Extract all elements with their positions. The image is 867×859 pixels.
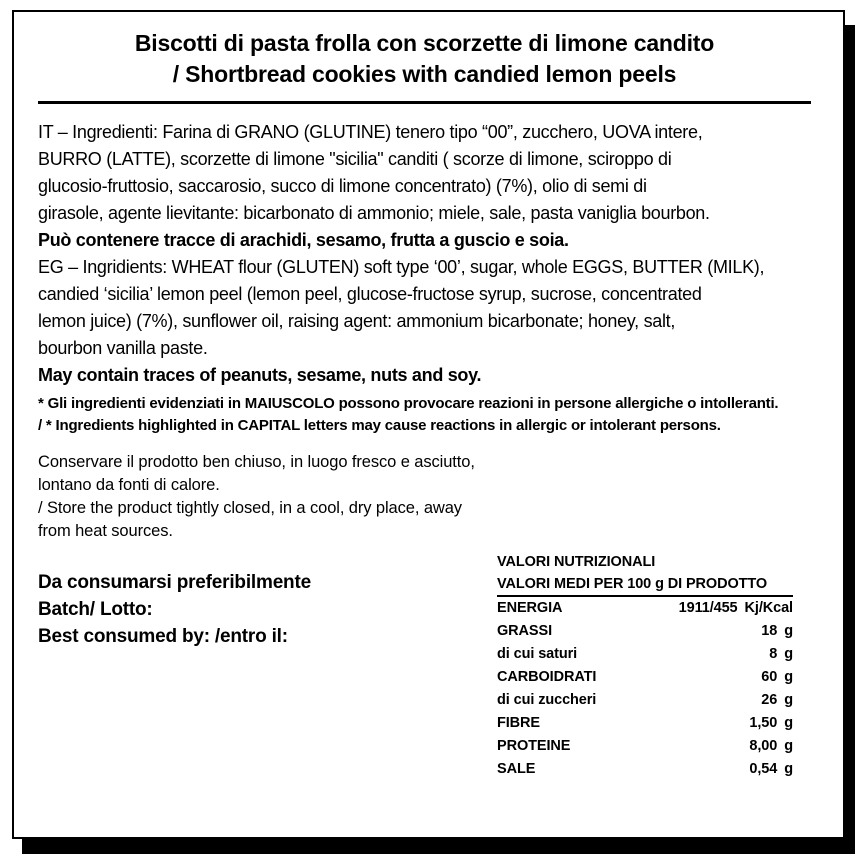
- storage-instructions: [38, 451, 811, 543]
- nutrition-table: [497, 551, 793, 781]
- nutrient-label: FIBRE: [497, 715, 541, 731]
- nutrient-label: SALE: [497, 761, 536, 777]
- capitals-note-en: / * Ingredients highlighted in CAPITAL letters may cause reactions in allergic or intolerant persons.: [38, 417, 721, 434]
- product-title-italian: Biscotti di pasta frolla con scorzette di limone candito: [134, 30, 715, 56]
- nutrition-row-grassi: [497, 620, 793, 643]
- nutrient-value: 26: [761, 692, 778, 708]
- nutrient-value: 1911/455: [678, 600, 738, 616]
- nutrition-subtitle: VALORI MEDI PER 100 g DI PRODOTTO: [497, 574, 793, 597]
- best-before-block: [38, 551, 497, 650]
- nutrient-value: 60: [761, 669, 778, 685]
- best-before-label-en: Best consumed by: /entro il:: [38, 626, 288, 647]
- nutrient-value: 1,50: [749, 715, 778, 731]
- ingredients-en-line: bourbon vanilla paste.: [38, 338, 208, 358]
- nutrient-unit: g: [784, 623, 793, 639]
- nutrient-label: GRASSI: [497, 623, 552, 639]
- food-label-page: [12, 10, 845, 839]
- ingredients-section: [38, 119, 811, 389]
- nutrition-row-fibre: [497, 712, 793, 735]
- nutrient-unit: Kj/Kcal: [744, 600, 793, 616]
- capitals-note-it: * Gli ingredienti evidenziati in MAIUSCOLO possono provocare reazioni in persone allergiche o intolleranti.: [38, 395, 779, 412]
- nutrient-unit: g: [784, 646, 793, 662]
- storage-line-en: / Store the product tightly closed, in a cool, dry place, away: [38, 499, 462, 517]
- allergen-warning-en: May contain traces of peanuts, sesame, nuts and soy.: [38, 365, 482, 385]
- nutrient-value: 8,00: [749, 738, 778, 754]
- best-before-label-it: Da consumarsi preferibilmente: [38, 572, 311, 593]
- nutrient-label: CARBOIDRATI: [497, 669, 597, 685]
- nutrition-row-proteine: [497, 735, 793, 758]
- nutrition-row-zuccheri: [497, 689, 793, 712]
- nutrient-label: ENERGIA: [497, 600, 563, 616]
- ingredients-en-line: lemon juice) (7%), sunflower oil, raising agent: ammonium bicarbonate; honey, salt,: [38, 311, 676, 331]
- nutrition-title: VALORI NUTRIZIONALI: [497, 554, 656, 570]
- nutrient-unit: g: [784, 761, 793, 777]
- storage-line-it: Conservare il prodotto ben chiuso, in luogo fresco e asciutto,: [38, 453, 475, 471]
- title-divider: [38, 101, 811, 104]
- nutrient-label: di cui saturi: [497, 646, 578, 662]
- ingredients-en-line: EG – Ingridients: WHEAT flour (GLUTEN) soft type ‘00’, sugar, whole EGGS, BUTTER (MILK),: [38, 257, 765, 277]
- bottom-section: [38, 551, 811, 781]
- ingredients-it-line: BURRO (LATTE), scorzette di limone "sicilia" canditi ( scorze di limone, sciroppo di: [38, 149, 672, 169]
- nutrient-label: PROTEINE: [497, 738, 571, 754]
- storage-line-en: from heat sources.: [38, 522, 173, 540]
- nutrition-row-energia: [497, 597, 793, 620]
- nutrient-unit: g: [784, 738, 793, 754]
- product-title: [38, 28, 811, 90]
- batch-lot-label: Batch/ Lotto:: [38, 599, 153, 620]
- product-title-english: / Shortbread cookies with candied lemon peels: [172, 61, 677, 87]
- nutrition-row-saturi: [497, 643, 793, 666]
- allergen-warning-it: Può contenere tracce di arachidi, sesamo, frutta a guscio e soia.: [38, 230, 569, 250]
- ingredients-it-line: glucosio-fruttosio, saccarosio, succo di limone concentrato) (7%), olio di semi di: [38, 176, 647, 196]
- nutrient-unit: g: [784, 715, 793, 731]
- ingredients-en-line: candied ‘sicilia’ lemon peel (lemon peel, glucose-fructose syrup, sucrose, concentrated: [38, 284, 702, 304]
- nutrient-unit: g: [784, 669, 793, 685]
- capitals-note-section: [38, 393, 811, 437]
- storage-line-it: lontano da fonti di calore.: [38, 476, 220, 494]
- ingredients-it-line: girasole, agente lievitante: bicarbonato di ammonio; miele, sale, pasta vaniglia bourbon.: [38, 203, 710, 223]
- nutrition-row-carboidrati: [497, 666, 793, 689]
- nutrient-unit: g: [784, 692, 793, 708]
- nutrient-label: di cui zuccheri: [497, 692, 597, 708]
- ingredients-it-line: IT – Ingredienti: Farina di GRANO (GLUTINE) tenero tipo “00”, zucchero, UOVA intere,: [38, 122, 703, 142]
- nutrient-value: 8: [769, 646, 778, 662]
- nutrient-value: 0,54: [749, 761, 778, 777]
- nutrition-row-sale: [497, 758, 793, 781]
- nutrient-value: 18: [761, 623, 778, 639]
